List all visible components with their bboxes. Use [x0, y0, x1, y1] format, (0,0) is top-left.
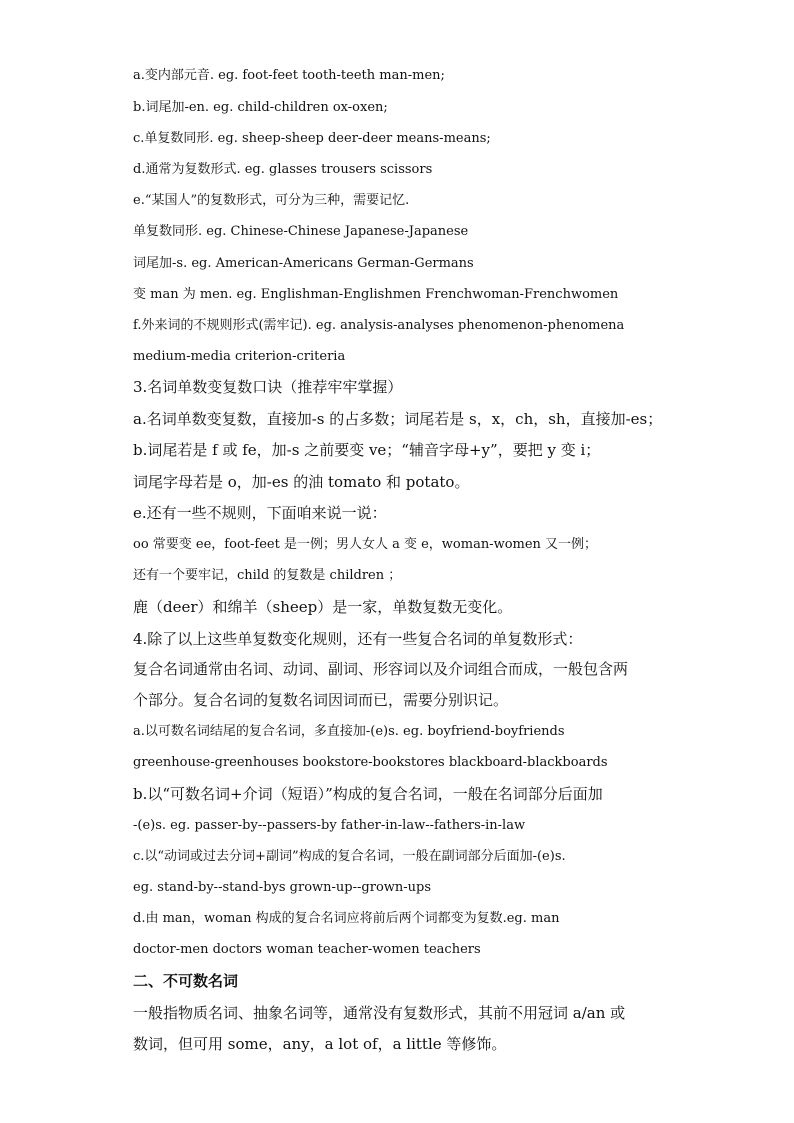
section-heading: 3.名词单数变复数口诀（推荐牢牢掌握）: [133, 378, 403, 396]
section-title: 二、不可数名词: [133, 972, 239, 990]
text-line: medium-media criterion-criteria: [133, 349, 346, 364]
text-line: d.通常为复数形式. eg. glasses trousers scissors: [133, 162, 433, 177]
text-line: 数词，但可用 some，any，a lot of，a little 等修饰。: [133, 1035, 507, 1053]
section-heading: 4.除了以上这些单复数变化规则，还有一些复合名词的单复数形式：: [133, 630, 583, 648]
text-line: e.还有一些不规则，下面咱来说一说：: [133, 504, 387, 522]
text-line: e.“某国人”的复数形式，可分为三种，需要记忆.: [133, 193, 410, 208]
text-line: 一般指物质名词、抽象名词等，通常没有复数形式，其前不用冠词 a/an 或: [133, 1004, 626, 1022]
text-line: a.变内部元音. eg. foot-feet tooth-teeth man-men;: [133, 68, 445, 83]
text-line: d.由 man，woman 构成的复合名词应将前后两个词都变为复数.eg. man: [133, 911, 560, 926]
text-line: 单复数同形. eg. Chinese-Chinese Japanese-Japanese: [133, 224, 469, 239]
text-line: a.名词单数变复数，直接加-s 的占多数；词尾若是 s，x，ch，sh，直接加-es；: [133, 410, 663, 428]
text-line: b.词尾若是 f 或 fe，加-s 之前要变 ve；“辅音字母+y”，要把 y 变 i；: [133, 441, 601, 459]
text-line: f.外来词的不规则形式(需牢记). eg. analysis-analyses phenomenon-phenomena: [133, 318, 625, 333]
text-line: 鹿（deer）和绵羊（sheep）是一家，单数复数无变化。: [133, 598, 513, 616]
text-line: 个部分。复合名词的复数名词因词而已，需要分别识记。: [133, 691, 509, 709]
text-line: a.以可数名词结尾的复合名词，多直接加-(e)s. eg. boyfriend-boyfriends: [133, 724, 565, 739]
text-line: b.词尾加-en. eg. child-children ox-oxen;: [133, 100, 388, 115]
text-line: greenhouse-greenhouses bookstore-bookstores blackboard-blackboards: [133, 755, 608, 770]
text-line: 词尾字母若是 o，加-es 的油 tomato 和 potato。: [133, 473, 470, 491]
text-line: 还有一个要牢记，child 的复数是 children ；: [133, 568, 402, 583]
text-line: -(e)s. eg. passer-by--passers-by father-in-law--fathers-in-law: [133, 818, 526, 833]
text-line: c.单复数同形. eg. sheep-sheep deer-deer means-means;: [133, 131, 491, 146]
text-line: 变 man 为 men. eg. Englishman-Englishmen Frenchwoman-Frenchwomen: [133, 287, 619, 302]
text-line: c.以“动词或过去分词+副词”构成的复合名词，一般在副词部分后面加-(e)s.: [133, 849, 566, 864]
text-line: b.以“可数名词+介词（短语）”构成的复合名词，一般在名词部分后面加: [133, 785, 603, 803]
text-line: 词尾加-s. eg. American-Americans German-Germans: [133, 256, 474, 271]
text-line: 复合名词通常由名词、动词、副词、形容词以及介词组合而成，一般包含两: [133, 660, 629, 678]
text-line: oo 常要变 ee，foot-feet 是一例；男人女人 a 变 e，woman-women 又一例；: [133, 537, 598, 552]
text-line: doctor-men doctors woman teacher-women teachers: [133, 942, 481, 957]
text-line: eg. stand-by--stand-bys grown-up--grown-ups: [133, 880, 432, 895]
